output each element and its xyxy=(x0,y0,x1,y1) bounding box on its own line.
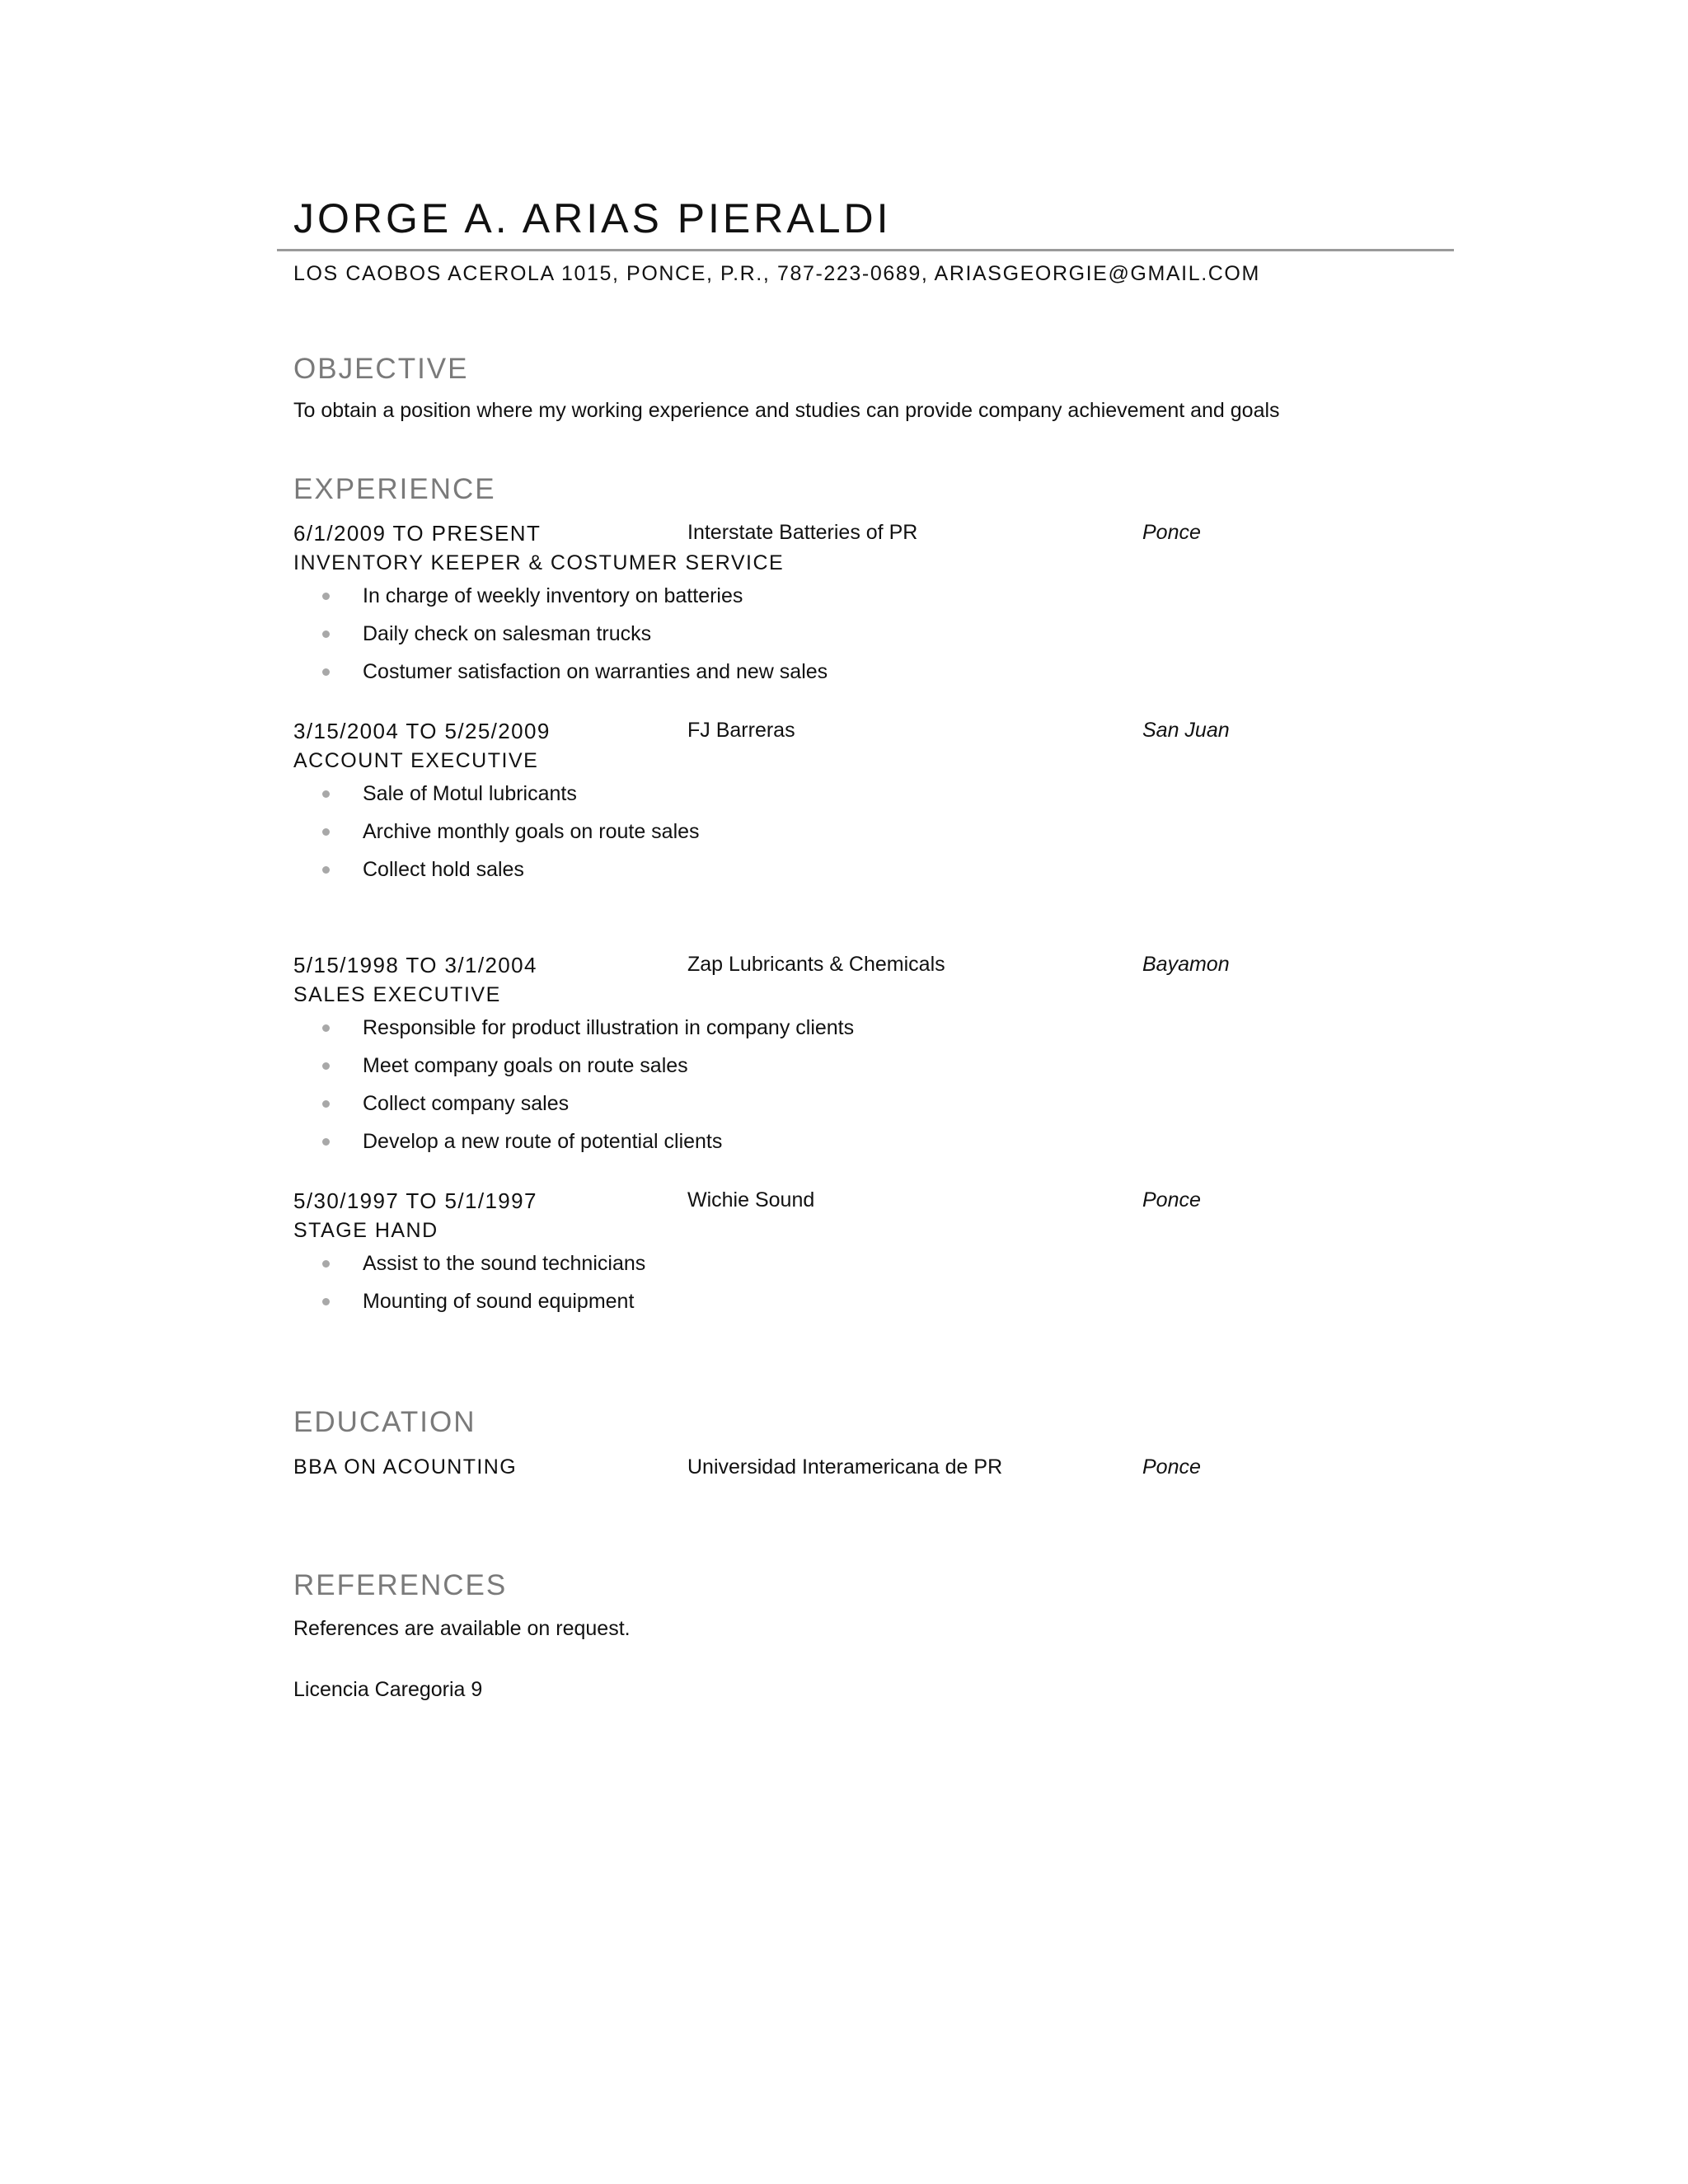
bullet-icon xyxy=(322,630,330,638)
bullet-icon xyxy=(322,1298,330,1305)
list-item xyxy=(293,1287,1365,1325)
job-company: Interstate Batteries of PR xyxy=(687,521,918,544)
job-location: Ponce xyxy=(1142,521,1201,544)
education-degree: BBA ON ACOUNTING xyxy=(293,1455,518,1479)
education-row xyxy=(293,1455,1365,1483)
bullet-icon xyxy=(322,1024,330,1032)
duty-text: Daily check on salesman trucks xyxy=(363,622,652,645)
job-duties-list xyxy=(293,1249,1365,1325)
experience-heading: EXPERIENCE xyxy=(293,473,496,505)
education-location: Ponce xyxy=(1142,1455,1201,1479)
job-title: INVENTORY KEEPER & COSTUMER SERVICE xyxy=(293,551,785,574)
job-header-row xyxy=(293,1188,1365,1216)
job-duties-list xyxy=(293,1014,1365,1165)
job-location: San Juan xyxy=(1142,719,1230,742)
list-item xyxy=(293,658,1365,696)
list-item xyxy=(293,1090,1365,1127)
header-divider xyxy=(277,249,1454,251)
candidate-name: JORGE A. ARIAS PIERALDI xyxy=(293,195,892,241)
education-school: Universidad Interamericana de PR xyxy=(687,1455,1003,1479)
list-item xyxy=(293,582,1365,620)
bullet-icon xyxy=(322,1138,330,1146)
job-title: ACCOUNT EXECUTIVE xyxy=(293,749,539,772)
duty-text: Sale of Motul lubricants xyxy=(363,782,577,805)
job-company: FJ Barreras xyxy=(687,719,795,742)
job-company: Zap Lubricants & Chemicals xyxy=(687,953,945,976)
education-heading: EDUCATION xyxy=(293,1406,476,1438)
job-dates: 5/15/1998 TO 3/1/2004 xyxy=(293,953,537,977)
duty-text: Meet company goals on route sales xyxy=(363,1054,688,1077)
bullet-icon xyxy=(322,593,330,600)
references-text: References are available on request. xyxy=(293,1617,631,1640)
duty-text: In charge of weekly inventory on batteries xyxy=(363,584,743,607)
duty-text: Mounting of sound equipment xyxy=(363,1290,635,1313)
job-entry xyxy=(293,1188,1365,1325)
job-dates: 5/30/1997 TO 5/1/1997 xyxy=(293,1188,537,1213)
bullet-icon xyxy=(322,1100,330,1108)
list-item xyxy=(293,1249,1365,1287)
job-entry xyxy=(293,953,1365,1165)
license-text: Licencia Caregoria 9 xyxy=(293,1678,483,1701)
duty-text: Responsible for product illustration in company clients xyxy=(363,1016,855,1039)
job-header-row xyxy=(293,953,1365,981)
bullet-icon xyxy=(322,1062,330,1070)
job-location: Bayamon xyxy=(1142,953,1230,976)
contact-line: LOS CAOBOS ACEROLA 1015, PONCE, P.R., 787-223-0689, ARIASGEORGIE@GMAIL.COM xyxy=(293,262,1260,285)
objective-text: To obtain a position where my working experience and studies can provide company achievement and goals xyxy=(293,399,1280,422)
job-dates: 3/15/2004 TO 5/25/2009 xyxy=(293,719,551,743)
duty-text: Assist to the sound technicians xyxy=(363,1252,646,1275)
bullet-icon xyxy=(322,668,330,676)
objective-heading: OBJECTIVE xyxy=(293,353,469,385)
job-header-row xyxy=(293,719,1365,747)
list-item xyxy=(293,1014,1365,1052)
job-title: SALES EXECUTIVE xyxy=(293,983,501,1006)
list-item xyxy=(293,855,1365,893)
bullet-icon xyxy=(322,1260,330,1268)
job-dates: 6/1/2009 TO PRESENT xyxy=(293,521,542,546)
job-entry xyxy=(293,521,1365,696)
bullet-icon xyxy=(322,828,330,836)
duty-text: Collect company sales xyxy=(363,1092,570,1115)
job-duties-list xyxy=(293,780,1365,893)
list-item xyxy=(293,780,1365,818)
bullet-icon xyxy=(322,790,330,798)
duty-text: Costumer satisfaction on warranties and new sales xyxy=(363,660,828,683)
job-duties-list xyxy=(293,582,1365,696)
list-item xyxy=(293,1052,1365,1090)
job-entry xyxy=(293,719,1365,893)
job-header-row xyxy=(293,521,1365,549)
list-item xyxy=(293,818,1365,855)
bullet-icon xyxy=(322,866,330,874)
job-location: Ponce xyxy=(1142,1188,1201,1212)
duty-text: Archive monthly goals on route sales xyxy=(363,820,700,843)
job-title: STAGE HAND xyxy=(293,1219,438,1242)
list-item xyxy=(293,1127,1365,1165)
job-company: Wichie Sound xyxy=(687,1188,815,1212)
list-item xyxy=(293,620,1365,658)
duty-text: Develop a new route of potential clients xyxy=(363,1130,723,1153)
references-heading: REFERENCES xyxy=(293,1569,508,1601)
duty-text: Collect hold sales xyxy=(363,858,524,881)
